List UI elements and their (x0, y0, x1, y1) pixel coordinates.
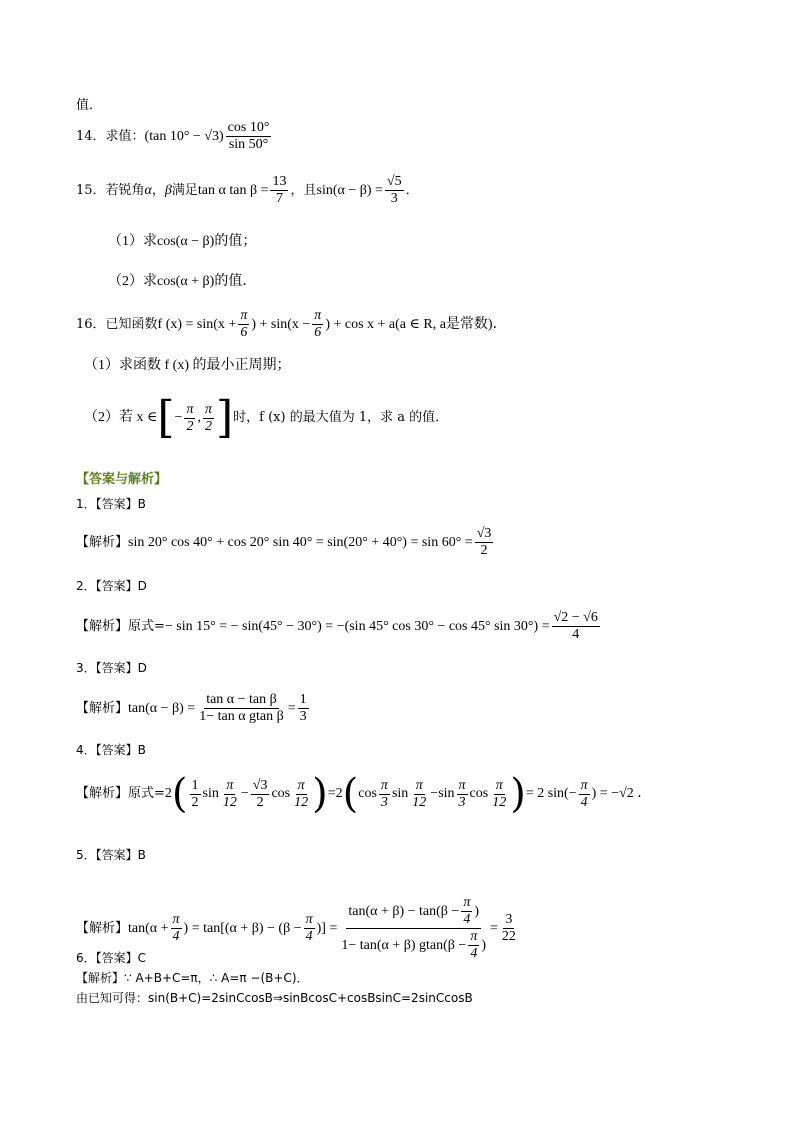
fraction (457, 778, 468, 811)
answer-1 (76, 494, 146, 514)
question-label: 16．已知函数 (76, 316, 158, 332)
math-expression: ) + cos x + a(a ∈ R, a是常数)． (325, 316, 507, 332)
line-text: （1）求cos(α − β)的值； (108, 234, 257, 249)
numerator: π (580, 777, 588, 793)
numerator: tan α − tan β (206, 692, 277, 707)
numerator: 3 (505, 912, 513, 927)
text: ． (405, 182, 419, 198)
denominator: 7 (275, 191, 283, 206)
denominator: 4 (172, 929, 180, 944)
math-expression: = 2 sin(− (525, 786, 577, 801)
fraction (184, 402, 195, 435)
fraction (379, 778, 390, 811)
explanation-2 (76, 610, 602, 643)
answer-6 (76, 948, 146, 968)
denominator: 4 (463, 912, 471, 927)
numerator-text: tan(α + β) − tan(β − (348, 903, 460, 919)
left-bracket: [ (157, 392, 175, 443)
fraction (190, 778, 201, 811)
explanation-6-line-1 (76, 968, 309, 988)
left-paren: ( (171, 771, 188, 817)
close-paren: ) (474, 903, 480, 919)
fraction (304, 912, 315, 945)
denominator: 6 (314, 325, 322, 340)
fraction (339, 895, 488, 962)
question-14 (76, 120, 273, 153)
separator: ， (151, 182, 165, 198)
fraction (298, 692, 309, 725)
fraction (292, 778, 310, 811)
equals-sign: = (490, 920, 498, 936)
denominator: 2 (191, 794, 199, 810)
fraction (500, 912, 518, 945)
explanation-label: 【解析】 (76, 920, 129, 936)
denominator: 12 (492, 794, 507, 810)
text: ，且 (290, 182, 317, 198)
math-expression: f (x) = sin(x + (157, 316, 237, 332)
denominator: 4 (580, 794, 588, 810)
math-expression: )] = (316, 920, 338, 936)
numerator: 13 (272, 174, 287, 189)
minus-sign: − (430, 786, 439, 801)
fraction (579, 778, 590, 811)
numerator: √3 (252, 777, 268, 793)
math-expression: ) = −√2 ． (591, 786, 652, 801)
numerator: √5 (386, 174, 402, 189)
denominator: 22 (501, 929, 516, 944)
numerator: π (380, 777, 388, 793)
fraction (197, 692, 286, 725)
explanation-label: 【解析】 (76, 700, 129, 716)
denominator: 2 (480, 543, 488, 558)
numerator: π (226, 777, 234, 793)
explanation-label: 【解析】 (76, 534, 129, 550)
numerator: π (314, 308, 322, 323)
answer-label: 5．【答案】B (76, 848, 146, 862)
numerator (346, 895, 481, 929)
function-name: cos (358, 786, 377, 801)
close-paren: ) (481, 937, 487, 953)
answers-heading (76, 470, 167, 490)
answer-label: 3．【答案】D (76, 661, 147, 675)
math-expression: ) = tan[(α + β) − (β − (183, 920, 302, 936)
coefficient: 2 (164, 786, 172, 801)
denominator: 4 (572, 627, 580, 642)
equals-sign: = (287, 700, 296, 716)
explanation-label: 【解析】原式= (76, 786, 165, 801)
explanation-4 (76, 771, 652, 817)
denominator: 1− tan α gtan β (199, 709, 284, 724)
fraction (552, 610, 600, 643)
numerator: cos 10° (227, 120, 270, 135)
right-bracket: ] (215, 392, 234, 443)
question-16 (76, 308, 507, 341)
math-expression: sin(α − β) = (316, 182, 383, 198)
left-paren: ( (342, 771, 359, 817)
denominator: 12 (222, 794, 237, 810)
question-label: 15．若锐角 (76, 182, 145, 198)
line-text: （2）求cos(α + β)的值． (108, 274, 257, 289)
denominator: 6 (240, 325, 248, 340)
math-expression: sin 20° cos 40° + cos 20° sin 40° = sin(20° + 40°) = sin 60° = (128, 534, 473, 550)
math-expression: tan(α − β) = (128, 700, 196, 716)
line-text: 【解析】∵ A+B+C=π，∴ A=π −(B+C)． (76, 971, 309, 985)
answer-2 (76, 576, 147, 596)
text-line (76, 96, 102, 116)
question-15 (76, 174, 419, 207)
numerator: √2 − √6 (553, 610, 598, 625)
fraction (410, 778, 428, 811)
line-text: （1）求函数 f (x) 的最小正周期； (84, 358, 291, 373)
line-text: 由已知可得：sin(B+C)=2sinCcosB⇒sinBcosC+cosBsinC=2sinCcosB (76, 991, 473, 1005)
question-15-part-2 (108, 272, 256, 292)
numerator: π (240, 308, 248, 323)
denominator: 2 (186, 418, 194, 434)
denominator: 12 (294, 794, 309, 810)
inner-fraction (468, 929, 479, 962)
comma: , (197, 410, 201, 425)
line-text: 值． (76, 98, 103, 113)
minus-sign: − (174, 410, 183, 425)
explanation-label: 【解析】原式= (76, 618, 165, 634)
fraction (251, 778, 270, 811)
right-paren: ) (510, 771, 526, 817)
answer-4 (76, 740, 146, 760)
denominator: 12 (412, 794, 427, 810)
math-var: β (164, 182, 172, 198)
right-paren: ) (312, 771, 328, 817)
math-expression: tan(α + (128, 920, 169, 936)
fraction (270, 174, 288, 207)
equals-sign: = (327, 786, 336, 801)
answer-label: 4．【答案】B (76, 743, 146, 757)
question-16-part-1 (84, 356, 291, 376)
numerator: π (204, 401, 212, 417)
explanation-3 (76, 692, 311, 725)
fraction (312, 308, 323, 341)
text: 满足 (171, 182, 198, 198)
denominator: 3 (299, 709, 307, 724)
denominator: 3 (380, 794, 388, 810)
question-15-part-1 (108, 232, 256, 252)
question-16-part-2 (84, 392, 449, 443)
numerator: π (495, 777, 503, 793)
denominator: 4 (470, 946, 478, 961)
fraction (475, 526, 494, 559)
fraction (203, 402, 214, 435)
fraction (238, 308, 249, 341)
denominator: 3 (458, 794, 466, 810)
numerator: π (172, 912, 180, 927)
answer-5 (76, 845, 146, 865)
inner-fraction (461, 895, 472, 928)
question-label: 14．求值： (76, 128, 145, 144)
denominator: sin 50° (228, 137, 269, 152)
numerator: 1 (299, 692, 307, 707)
denominator: 2 (204, 418, 212, 434)
function-name: cos (271, 786, 291, 801)
denominator: 3 (390, 191, 398, 206)
numerator: π (297, 777, 305, 793)
fraction (385, 174, 404, 207)
math-expression: (tan 10° − √3) (144, 128, 224, 144)
fraction (171, 912, 182, 945)
answer-3 (76, 658, 147, 678)
answer-label: 1．【答案】B (76, 497, 146, 511)
numerator: π (470, 929, 478, 944)
function-name: cos (469, 786, 489, 801)
explanation-1 (76, 526, 495, 559)
math-expression: tan α tan β = (197, 182, 269, 198)
denominator: 2 (256, 794, 264, 810)
explanation-6-line-2 (76, 988, 473, 1008)
answer-label: 6．【答案】C (76, 951, 147, 965)
text: 时，f (x) 的最大值为 1，求 a 的值． (233, 410, 449, 425)
fraction (221, 778, 239, 811)
denominator-text: 1− tan(α + β) gtan(β − (341, 937, 467, 953)
section-heading: 【答案与解析】 (76, 472, 168, 487)
numerator: √3 (476, 526, 492, 541)
denominator: 4 (305, 929, 313, 944)
function-name: sin (391, 786, 409, 801)
function-name: sin (438, 786, 455, 801)
answer-label: 2．【答案】D (76, 579, 147, 593)
fraction (490, 778, 508, 811)
minus-sign: − (240, 786, 249, 801)
numerator: 1 (191, 777, 199, 793)
text: （2）若 x ∈ (84, 410, 158, 425)
numerator: π (305, 912, 313, 927)
coefficient: 2 (335, 786, 343, 801)
numerator: π (186, 401, 194, 417)
fraction (226, 120, 272, 153)
math-expression: − sin 15° = − sin(45° − 30°) = −(sin 45° cos 30° − cos 45° sin 30°) = (164, 618, 550, 634)
math-var: α (144, 182, 152, 198)
numerator: π (458, 777, 466, 793)
function-name: sin (202, 786, 219, 801)
numerator: π (463, 895, 471, 910)
math-expression: ) + sin(x − (251, 316, 311, 332)
denominator (339, 929, 488, 962)
numerator: π (415, 777, 423, 793)
